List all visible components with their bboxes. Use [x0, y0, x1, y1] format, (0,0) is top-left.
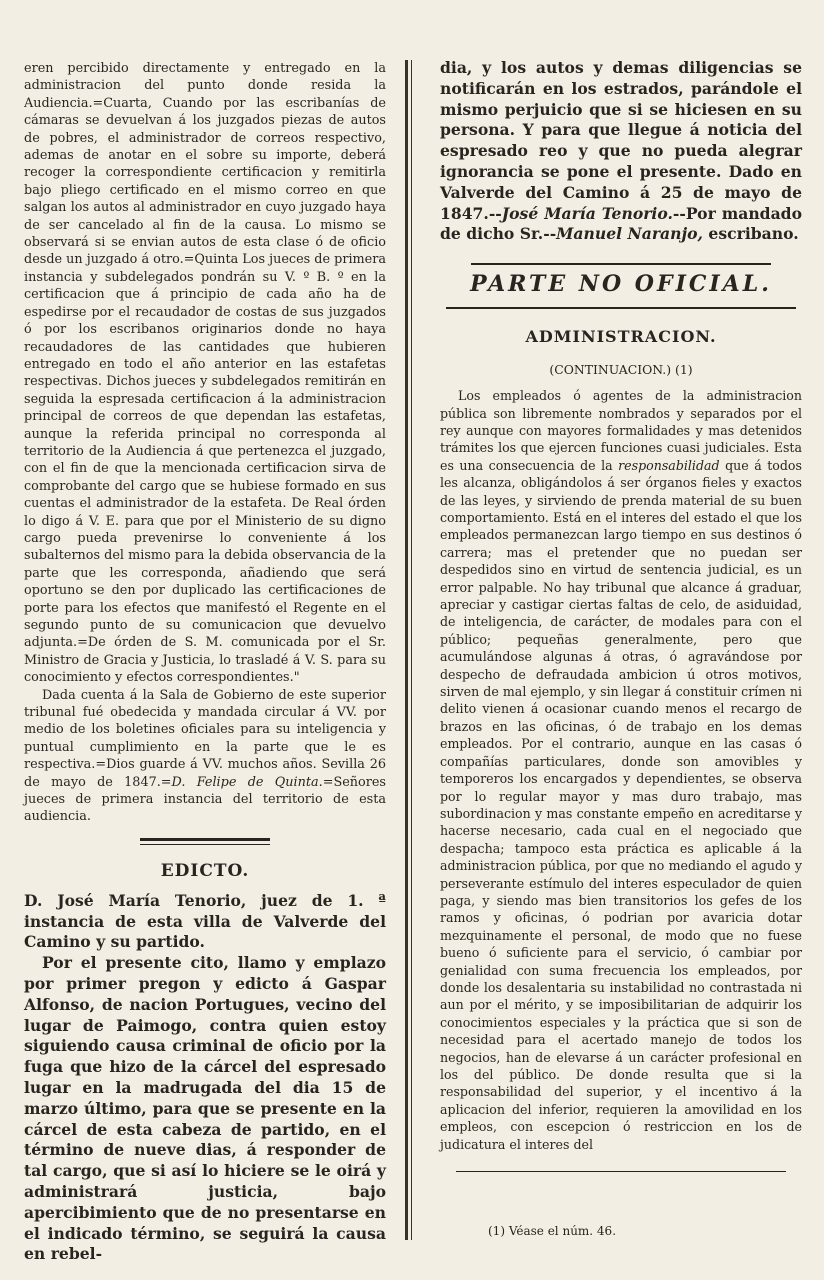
admin-text	[440, 387, 802, 1153]
admin-text-b: que á todos les alcanza, obligándolos á ser órganos fieles y exactos de las leyes, y sirviendo de prenda material de su buen comportamiento. Está en el interes del estado el que los empleados permanezcan largo tiempo en sus destinos ó carrera; mas el pretender que no puedan ser despedidos sino en virtud de sentencia judicial, es un error palpable. No hay tribunal que alcance á graduar, apreciar y castigar ciertas faltas de celo, de asiduidad, de inteligencia, de carácter, de modales para con el público; pequeñas generalmente, pero que acumulándose algunas á otras, ó agravándose por despecho de defraudada ambicion ú otros motivos, sirven de mal ejemplo, y sin llegar á constituir crímen ni delito vienen á ocasionar cuando menos el recargo de brazos en las oficinas, ó de trabajo en los demas empleados. Por el contrario, aunque en las casas ó compañías particulares, donde son amovibles y temporeros los encargados y dependientes, se observa por lo regular mayor y mas duro trabajo, mas subordinacion y mas constante empeño en acreditarse y hacerse necesario, cada cual en el negociado que despacha; tampoco esta práctica es aplicable á la administracion pública, por que no mediando el agudo y perseverante estímulo del interes especulador de quien paga, y siendo mas bien transitorios los gefes de los ramos y oficinas, ó podrian por avaricia dotar mezquinamente el personal, de modo que no fuese bueno ó suficiente para el servicio, ó cambiar por genialidad con suma frecuencia los empleados, por donde los desalentaria su instabilidad no contrastada ni aun por el mérito, y se imposibilitarian de adquirir los conocimientos especiales y la práctica que si son de necesidad para el acertado manejo de todos los negocios, han de elevarse á un carácter profesional en los del público. De donde resulta que si la responsabilidad del superior, y el incentivo á la aplicacion del inferior, requieren la amovilidad en los empleos, con escepcion ó restriccion en los de judicatura el interes del	[440, 457, 802, 1152]
closing-addressee: =Señores jueces de primera instancia del territorio de esta audiencia.	[24, 774, 386, 825]
column-divider	[405, 60, 408, 1240]
column-divider-thin	[411, 60, 412, 1240]
continuation-text: (CONTINUACION.)	[549, 362, 672, 378]
admin-title: ADMINISTRACION.	[525, 327, 717, 347]
signature-quinta: D. Felipe de Quinta.	[171, 774, 323, 790]
footnote-ref: (1)	[675, 362, 693, 378]
separator-rule-thin	[140, 844, 270, 845]
separator-rule	[471, 263, 771, 265]
edicto-title: EDICTO.	[160, 860, 250, 881]
separator-rule	[140, 838, 270, 841]
circular-closing	[24, 687, 386, 826]
closing-text: Dada cuenta á la Sala de Gobierno de este superior tribunal fué obedecida y mandada circular á VV. por medio de los boletines oficiales para su inteligencia y puntual cumplimiento en la parte que le es respectiva.=Dios guarde á VV. muchos años. Sevilla 26 de mayo de 1847.=	[24, 687, 386, 790]
edicto-continuation	[440, 58, 802, 245]
footnote: (1) Véase el núm. 46.	[488, 1224, 617, 1238]
edicto-mandate: --Por mandado de dicho Sr.--	[440, 203, 802, 244]
edicto-body: Por el presente cito, llamo y emplazo por primer pregon y edicto á Gaspar Alfonso, de nacion Portugues, vecino del lugar de Paimogo, contra quien estoy siguiendo causa criminal de oficio por la fuga que hizo de la cárcel del espresado lugar en la madrugada del dia 15 de marzo último, para que se presente en la cárcel de esta cabeza de partido, en el término de nueve dias, á responder de tal cargo, que si así lo hiciere se le oirá y administrará justicia, bajo apercibimiento que de no presentarse en el indicado término, se seguirá la causa en rebel-	[24, 953, 386, 1264]
admin-italic: responsabilidad	[618, 457, 720, 473]
left-column	[24, 60, 386, 1265]
circular-text: eren percibido directamente y entregado en la administracion del punto donde resida la Audiencia.=Cuarta, Cuando por las escribanías de cámaras se devuelvan á los juzgados piezas de autos de pobres, el administrador de correos respectivo, ademas de anotar en el sobre su importe, deberá recoger la correspondiente certificacion y remitirla bajo pliego certificado en el mismo correo en que salgan los autos al administrador en cuyo juzgado haya de ser cancelado al fin de la causa. Lo mismo se observará si se envian autos de esta clase ó de oficio desde un juzgado á otro.=Quinta Los jueces de primera instancia y subdelegados pondrán su V. º B. º en la certificacion que á principio de cada año ha de espedirse por el recaudador de costas de sus juzgados ó por los escribanos originarios donde no haya recaudadores de las cantidades que hubieren entregado en todo el año anterior en las estafetas respectivas. Dichos jueces y subdelegados remitirán en seguida la espresada certificacion á la administracion principal de correos de que dependan las estafetas, aunque la referida principal no corresponda al territorio de la Audiencia á que pertenezca el juzgado, con el fin de que la mencionada certificacion sirva de comprobante del cargo que se hubiese formado en sus cuentas el administrador de la estafeta. De Real órden lo digo á V. E. para que por el Ministerio de su digno cargo pueda prevenirse lo conveniente á los subalternos del mismo para la debida observancia de la parte que les corresponda, añadiendo que será oportuno se den por duplicado las certificaciones de porte para los efectos que manifestó el Regente en el segundo punto de su comunicacion que devuelvo adjunta.=De órden de S. M. comunicada por el Sr. Ministro de Gracia y Justicia, lo trasladé á V. S. para su conocimiento y efectos correspondientes."	[24, 61, 386, 686]
edicto-end-text: dia, y los autos y demas diligencias se notificarán en los estrados, parándole el mismo perjuicio que si se hiciesen en su persona. Y para que llegue á noticia del espresado reo y que no pueda alegrar ignorancia se pone el presente. Dado en Valverde del Camino á 25 de mayo de 1847.--	[440, 58, 802, 223]
signature-tenorio: José María Tenorio.	[501, 203, 673, 223]
edicto-header: D. José María Tenorio, juez de 1. ª instancia de esta villa de Valverde del Camino y su partido.	[24, 890, 386, 952]
continuation-label	[440, 362, 802, 377]
admin-text-a: Los empleados ó agentes de la administracion pública son libremente nombrados y separados por el rey aunque con mayores formalidades y mas detenidos trámites los que ejercen funciones cuasi judiciales. Esta es una consecuencia de la	[440, 388, 802, 473]
right-column	[440, 58, 802, 1172]
section-title: PARTE NO OFICIAL.	[470, 271, 772, 298]
footnote-rule	[456, 1171, 786, 1172]
edicto-scribe: escribano.	[702, 224, 799, 244]
signature-naranjo: Manuel Naranjo,	[556, 224, 703, 244]
